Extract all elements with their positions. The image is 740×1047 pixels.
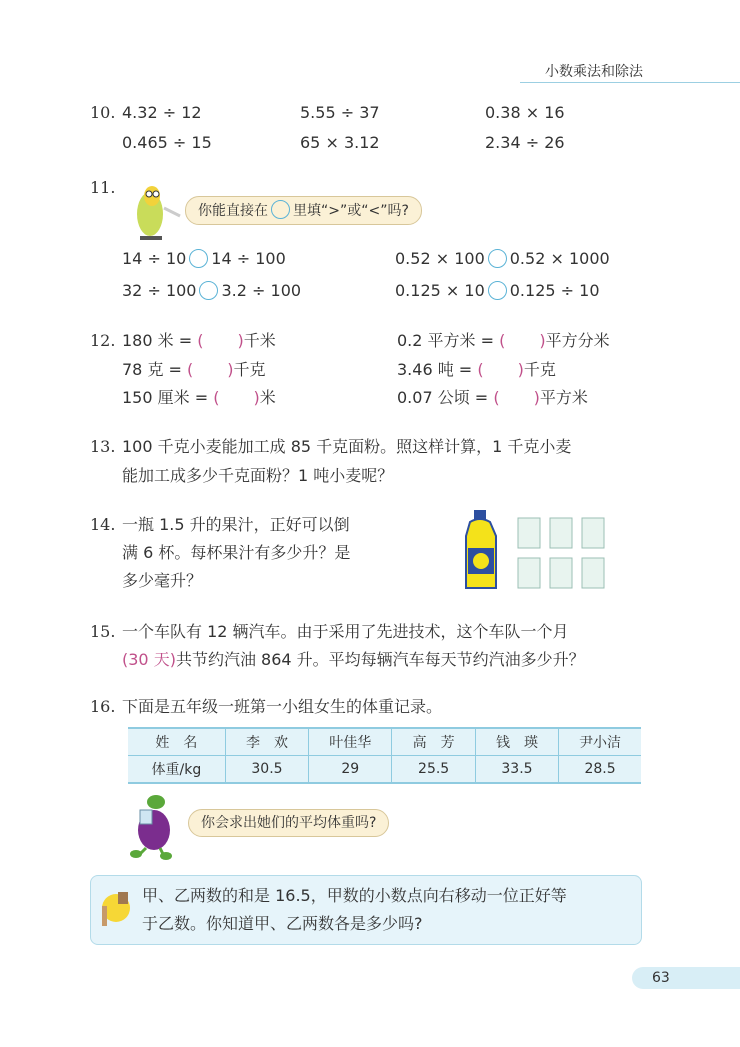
q14-number: 14. [90, 515, 116, 534]
table-cell: 姓 名 [128, 728, 225, 756]
challenge-line: 于乙数。你知道甲、乙两数各是多少吗? [142, 914, 423, 933]
bubble-text: 你能直接在 [198, 203, 268, 219]
q10-item: 5.55 ÷ 37 [300, 103, 380, 122]
circle-icon [271, 200, 290, 219]
q12-item: 0.07 公顷 = ( )平方米 [397, 388, 588, 407]
juice-and-cups-illustration [462, 508, 612, 593]
q13-number: 13. [90, 437, 116, 456]
q14-line: 多少毫升？ [122, 571, 203, 590]
q11-compare-item: 32 ÷ 100 3.2 ÷ 100 [122, 281, 302, 300]
answer-circle[interactable] [488, 249, 507, 268]
eggplant-mascot-icon [120, 788, 186, 860]
q10-item: 65 × 3.12 [300, 133, 380, 152]
table-cell: 体重/kg [128, 756, 225, 784]
q12-number: 12. [90, 331, 116, 350]
weight-table [128, 727, 641, 784]
q13-line: 100 千克小麦能加工成 85 千克面粉。照这样计算，1 千克小麦 [122, 437, 572, 456]
q12-item: 150 厘米 = ( )米 [122, 388, 276, 407]
q12-item: 3.46 吨 = ( )千克 [397, 360, 556, 379]
page-number: 63 [652, 970, 670, 986]
table-cell: 叶佳华 [309, 728, 392, 756]
page-number-tab [632, 967, 740, 989]
q11-compare-item: 14 ÷ 10 14 ÷ 100 [122, 249, 286, 268]
answer-circle[interactable] [199, 281, 218, 300]
q10-item: 0.465 ÷ 15 [122, 133, 212, 152]
table-cell: 尹小洁 [559, 728, 641, 756]
table-cell: 25.5 [392, 756, 475, 784]
q16-speech-bubble: 你会求出她们的平均体重吗? [188, 809, 389, 837]
chick-mascot-icon [96, 880, 136, 930]
q14-line: 满 6 杯。每杯果汁有多少升？是 [122, 543, 351, 562]
chapter-title: 小数乘法和除法 [545, 64, 643, 80]
q16-text: 下面是五年级一班第一小组女生的体重记录。 [122, 697, 443, 716]
q12-item: 180 米 = ( )千米 [122, 331, 276, 350]
q15-line: 一个车队有 12 辆汽车。由于采用了先进技术，这个车队一个月 [122, 622, 569, 641]
q15-line: (30 天)共节约汽油 864 升。平均每辆汽车每天节约汽油多少升？ [122, 650, 585, 669]
q11-compare-item: 0.52 × 100 0.52 × 1000 [395, 249, 610, 268]
bubble-text: 里填“>”或“<”吗? [293, 203, 409, 219]
q11-number: 11. [90, 178, 116, 197]
q13-line: 能加工成多少千克面粉？1 吨小麦呢？ [122, 466, 394, 485]
q14-line: 一瓶 1.5 升的果汁，正好可以倒 [122, 515, 350, 534]
table-cell: 29 [309, 756, 392, 784]
q10-item: 4.32 ÷ 12 [122, 103, 202, 122]
q11-compare-item: 0.125 × 10 0.125 ÷ 10 [395, 281, 600, 300]
table-cell: 李 欢 [225, 728, 308, 756]
q11-speech-bubble [185, 196, 422, 225]
q10-number: 10. [90, 103, 116, 122]
q12-item: 0.2 平方米 = ( )平方分米 [397, 331, 610, 350]
table-cell: 高 芳 [392, 728, 475, 756]
table-row [128, 756, 641, 784]
q15-number: 15. [90, 622, 116, 641]
answer-circle[interactable] [488, 281, 507, 300]
header-rule [520, 82, 740, 83]
q10-item: 0.38 × 16 [485, 103, 565, 122]
q10-item: 2.34 ÷ 26 [485, 133, 565, 152]
answer-circle[interactable] [189, 249, 208, 268]
corn-mascot-icon [122, 178, 184, 242]
challenge-line: 甲、乙两数的和是 16.5，甲数的小数点向右移动一位正好等 [142, 886, 567, 905]
table-header-row [128, 728, 641, 756]
q16-number: 16. [90, 697, 116, 716]
table-cell: 30.5 [225, 756, 308, 784]
table-cell: 28.5 [559, 756, 641, 784]
table-cell: 钱 瑛 [475, 728, 558, 756]
q12-item: 78 克 = ( )千克 [122, 360, 266, 379]
table-cell: 33.5 [475, 756, 558, 784]
